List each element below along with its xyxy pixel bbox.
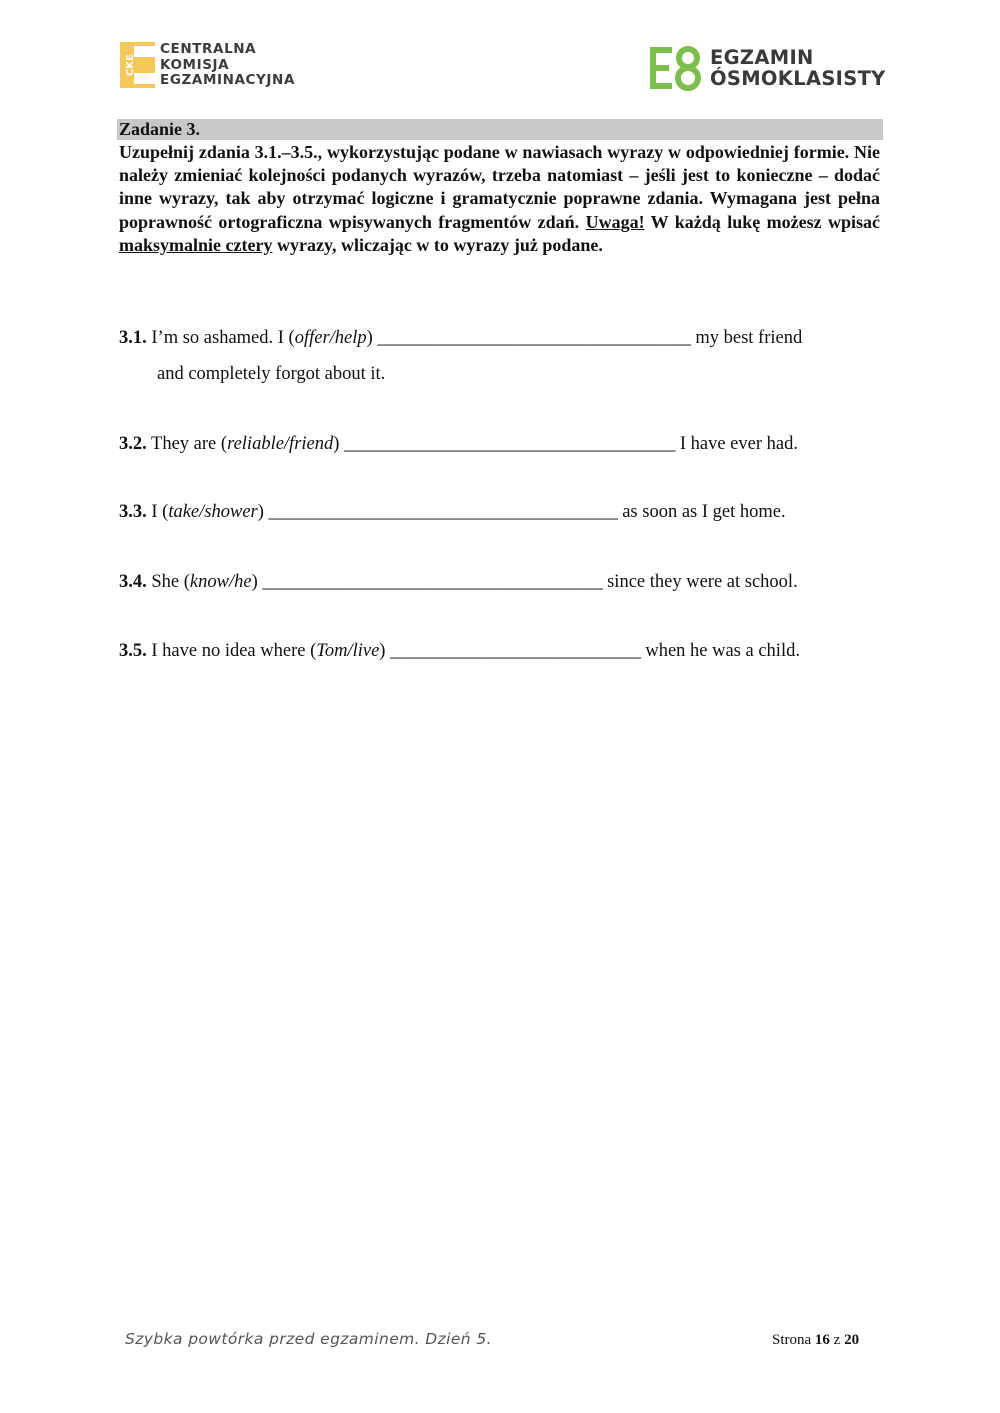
item-hint: offer/help — [294, 328, 367, 348]
exercise-item — [119, 640, 889, 662]
item-text-after: when he was a child. — [645, 641, 800, 661]
page-separator: z — [833, 1332, 841, 1348]
cke-line-1: CENTRALNA — [160, 41, 257, 57]
item-text-before: She ( — [151, 572, 190, 592]
item-text-after: I have ever had. — [679, 434, 798, 454]
item-text-after: my best friend — [695, 328, 803, 348]
item-hint: Tom/live — [316, 641, 380, 661]
task-title: Zadanie 3. — [117, 119, 883, 140]
item-text-before: They are ( — [151, 434, 228, 454]
item-hint: take/shower — [168, 502, 258, 522]
item-number: 3.3. — [119, 502, 147, 522]
answer-blank[interactable]: ______________________________________ — [262, 572, 603, 592]
e8-line-1: EGZAMIN — [710, 46, 814, 69]
e8-line-2: ÓSMOKLASISTY — [710, 67, 886, 90]
item-number: 3.4. — [119, 572, 147, 592]
item-hint-close: ) — [366, 328, 373, 348]
item-hint-close: ) — [379, 641, 386, 661]
item-text-before: I have no idea where ( — [151, 641, 317, 661]
answer-blank[interactable]: _______________________________________ — [268, 502, 618, 522]
page-number — [772, 1332, 859, 1349]
instruction-text-3: wyrazy, wliczając w to wyrazy już podane. — [276, 234, 603, 255]
item-number: 3.2. — [119, 434, 147, 454]
instruction-text-1: Uzupełnij zdania 3.1.–3.5., wykorzystując podane w nawiasach wyrazy w odpowiedniej formie. Nie należy zmieniać kolejności podanych wyrazów, trzeba natomiast – jeśli jest to konieczne – dodać inne wyrazy, tak aby otrzymać logiczne i gramatycznie poprawne zdania. Wymagana jest pełna poprawność ortograficzna wpisywanych fragmentów zdań. — [119, 142, 880, 232]
item-continuation: and completely forgot about it. — [157, 364, 386, 384]
e8-logo-text — [710, 47, 886, 89]
item-hint-close: ) — [251, 572, 258, 592]
e8-logo — [650, 45, 890, 93]
exercise-item — [119, 327, 889, 349]
item-text-before: I’m so ashamed. I ( — [151, 328, 295, 348]
item-number: 3.1. — [119, 328, 147, 348]
page-prefix: Strona — [772, 1332, 812, 1348]
item-hint-close: ) — [257, 502, 264, 522]
item-text-before: I ( — [151, 502, 169, 522]
warning-label: Uwaga! — [585, 211, 645, 232]
item-number: 3.5. — [119, 641, 147, 661]
cke-mark-letters: CKE — [125, 54, 136, 76]
page-total: 20 — [844, 1332, 860, 1348]
answer-blank[interactable]: _____________________________________ — [344, 434, 676, 454]
task-instruction — [119, 141, 880, 257]
exercise-item — [119, 433, 889, 455]
item-hint: reliable/friend — [227, 434, 334, 454]
cke-logo — [120, 42, 310, 92]
cke-logo-text — [160, 42, 295, 89]
cke-line-2: KOMISJA — [160, 56, 230, 73]
cke-line-3: EGZAMINACYJNA — [160, 72, 295, 88]
e8-logo-mark — [650, 45, 710, 91]
item-text-after: since they were at school. — [607, 572, 798, 592]
page-current: 16 — [814, 1332, 830, 1348]
exercise-item — [119, 571, 889, 593]
answer-blank[interactable]: ____________________________ — [390, 641, 641, 661]
instruction-emphasis: maksymalnie cztery — [119, 234, 273, 255]
instruction-text-2: W każdą lukę możesz wpisać — [650, 211, 881, 232]
item-text-after: as soon as I get home. — [622, 502, 786, 522]
footer-note: Szybka powtórka przed egzaminem. Dzień 5. — [125, 1330, 492, 1348]
item-hint-close: ) — [333, 434, 340, 454]
item-hint: know/he — [189, 572, 252, 592]
exercise-item — [119, 501, 889, 523]
answer-blank[interactable]: ___________________________________ — [377, 328, 691, 348]
cke-logo-mark — [120, 42, 155, 88]
